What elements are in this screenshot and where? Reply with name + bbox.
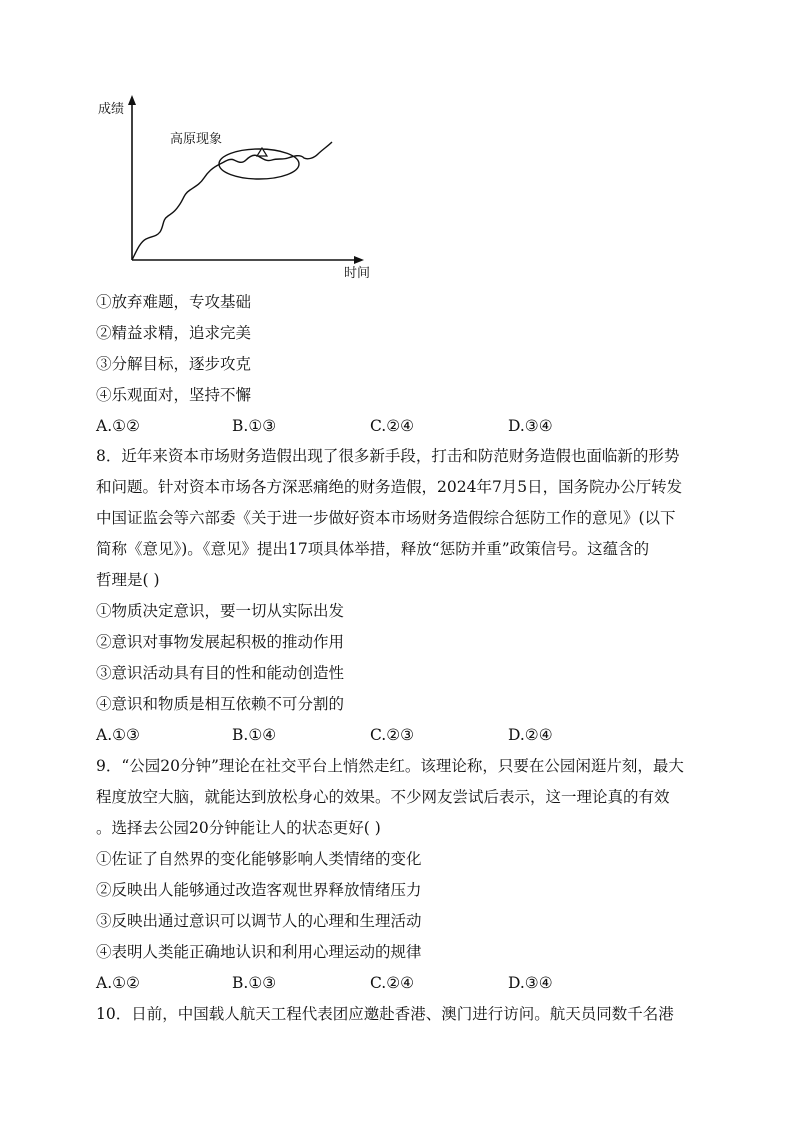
q9-option-a[interactable]: A.①② xyxy=(96,974,140,992)
q9-stem-line-1: 9．“公园20分钟”理论在社交平台上悄然走红。该理论称，只要在公园闲逛片刻，最大 xyxy=(96,757,684,775)
q8-item-2: ②意识对事物发展起积极的推动作用 xyxy=(96,633,345,651)
q8-option-d[interactable]: D.②④ xyxy=(508,726,553,744)
q8-stem-line-1: 8．近年来资本市场财务造假出现了很多新手段，打击和防范财务造假也面临新的形势 xyxy=(96,447,680,465)
q7-option-c[interactable]: C.②④ xyxy=(370,417,415,435)
q8-stem-line-4: 简称《意见》)。《意见》提出17项具体举措，释放“惩防并重”政策信号。这蕴含的 xyxy=(96,540,650,558)
q10-stem-line-1: 10．日前，中国载人航天工程代表团应邀赴香港、澳门进行访问。航天员同数千名港 xyxy=(96,1005,674,1023)
q7-option-a[interactable]: A.①② xyxy=(96,417,140,435)
q9-option-d[interactable]: D.③④ xyxy=(508,974,553,992)
q8-item-3: ③意识活动具有目的性和能动创造性 xyxy=(96,664,345,682)
q8-option-a[interactable]: A.①③ xyxy=(96,726,140,744)
q9-item-3: ③反映出通过意识可以调节人的心理和生理活动 xyxy=(96,912,422,930)
q8-stem-line-2: 和问题。针对资本市场各方深恶痛绝的财务造假，2024年7月5日，国务院办公厅转发 xyxy=(96,478,683,496)
q9-item-2: ②反映出人能够通过改造客观世界释放情绪压力 xyxy=(96,881,422,899)
q9-stem-line-2: 程度放空大脑，就能达到放松身心的效果。不少网友尝试后表示，这一理论真的有效 xyxy=(96,788,670,806)
q8-stem-line-3: 中国证监会等六部委《关于进一步做好资本市场财务造假综合惩防工作的意见》(以下 xyxy=(96,509,676,527)
q9-option-c[interactable]: C.②④ xyxy=(370,974,415,992)
q8-item-1: ①物质决定意识，要一切从实际出发 xyxy=(96,602,345,620)
q7-option-b[interactable]: B.①③ xyxy=(232,417,277,435)
score-curve xyxy=(132,142,332,260)
plateau-figure xyxy=(96,92,396,282)
plateau-graph xyxy=(96,92,396,282)
y-axis-label: 成绩 xyxy=(98,102,125,117)
q9-item-4: ④表明人类能正确地认识和利用心理运动的规律 xyxy=(96,943,422,961)
q7-item-3: ③分解目标，逐步攻克 xyxy=(96,355,252,373)
y-axis-arrow xyxy=(128,95,136,105)
q7-item-1: ①放弃难题，专攻基础 xyxy=(96,293,252,311)
plateau-annotation: 高原现象 xyxy=(170,132,223,147)
q9-option-b[interactable]: B.①③ xyxy=(232,974,277,992)
q8-item-4: ④意识和物质是相互依赖不可分割的 xyxy=(96,695,345,713)
q8-option-c[interactable]: C.②③ xyxy=(370,726,415,744)
x-axis-label: 时间 xyxy=(344,266,371,281)
q7-item-4: ④乐观面对，坚持不懈 xyxy=(96,386,252,404)
q8-option-b[interactable]: B.①④ xyxy=(232,726,277,744)
q9-stem-line-3: 。选择去公园20分钟能让人的状态更好( ) xyxy=(96,819,381,837)
q7-item-2: ②精益求精，追求完美 xyxy=(96,324,252,342)
q9-item-1: ①佐证了自然界的变化能够影响人类情绪的变化 xyxy=(96,850,422,868)
q7-option-d[interactable]: D.③④ xyxy=(508,417,553,435)
q8-stem-line-5: 哲理是( ) xyxy=(96,571,160,589)
